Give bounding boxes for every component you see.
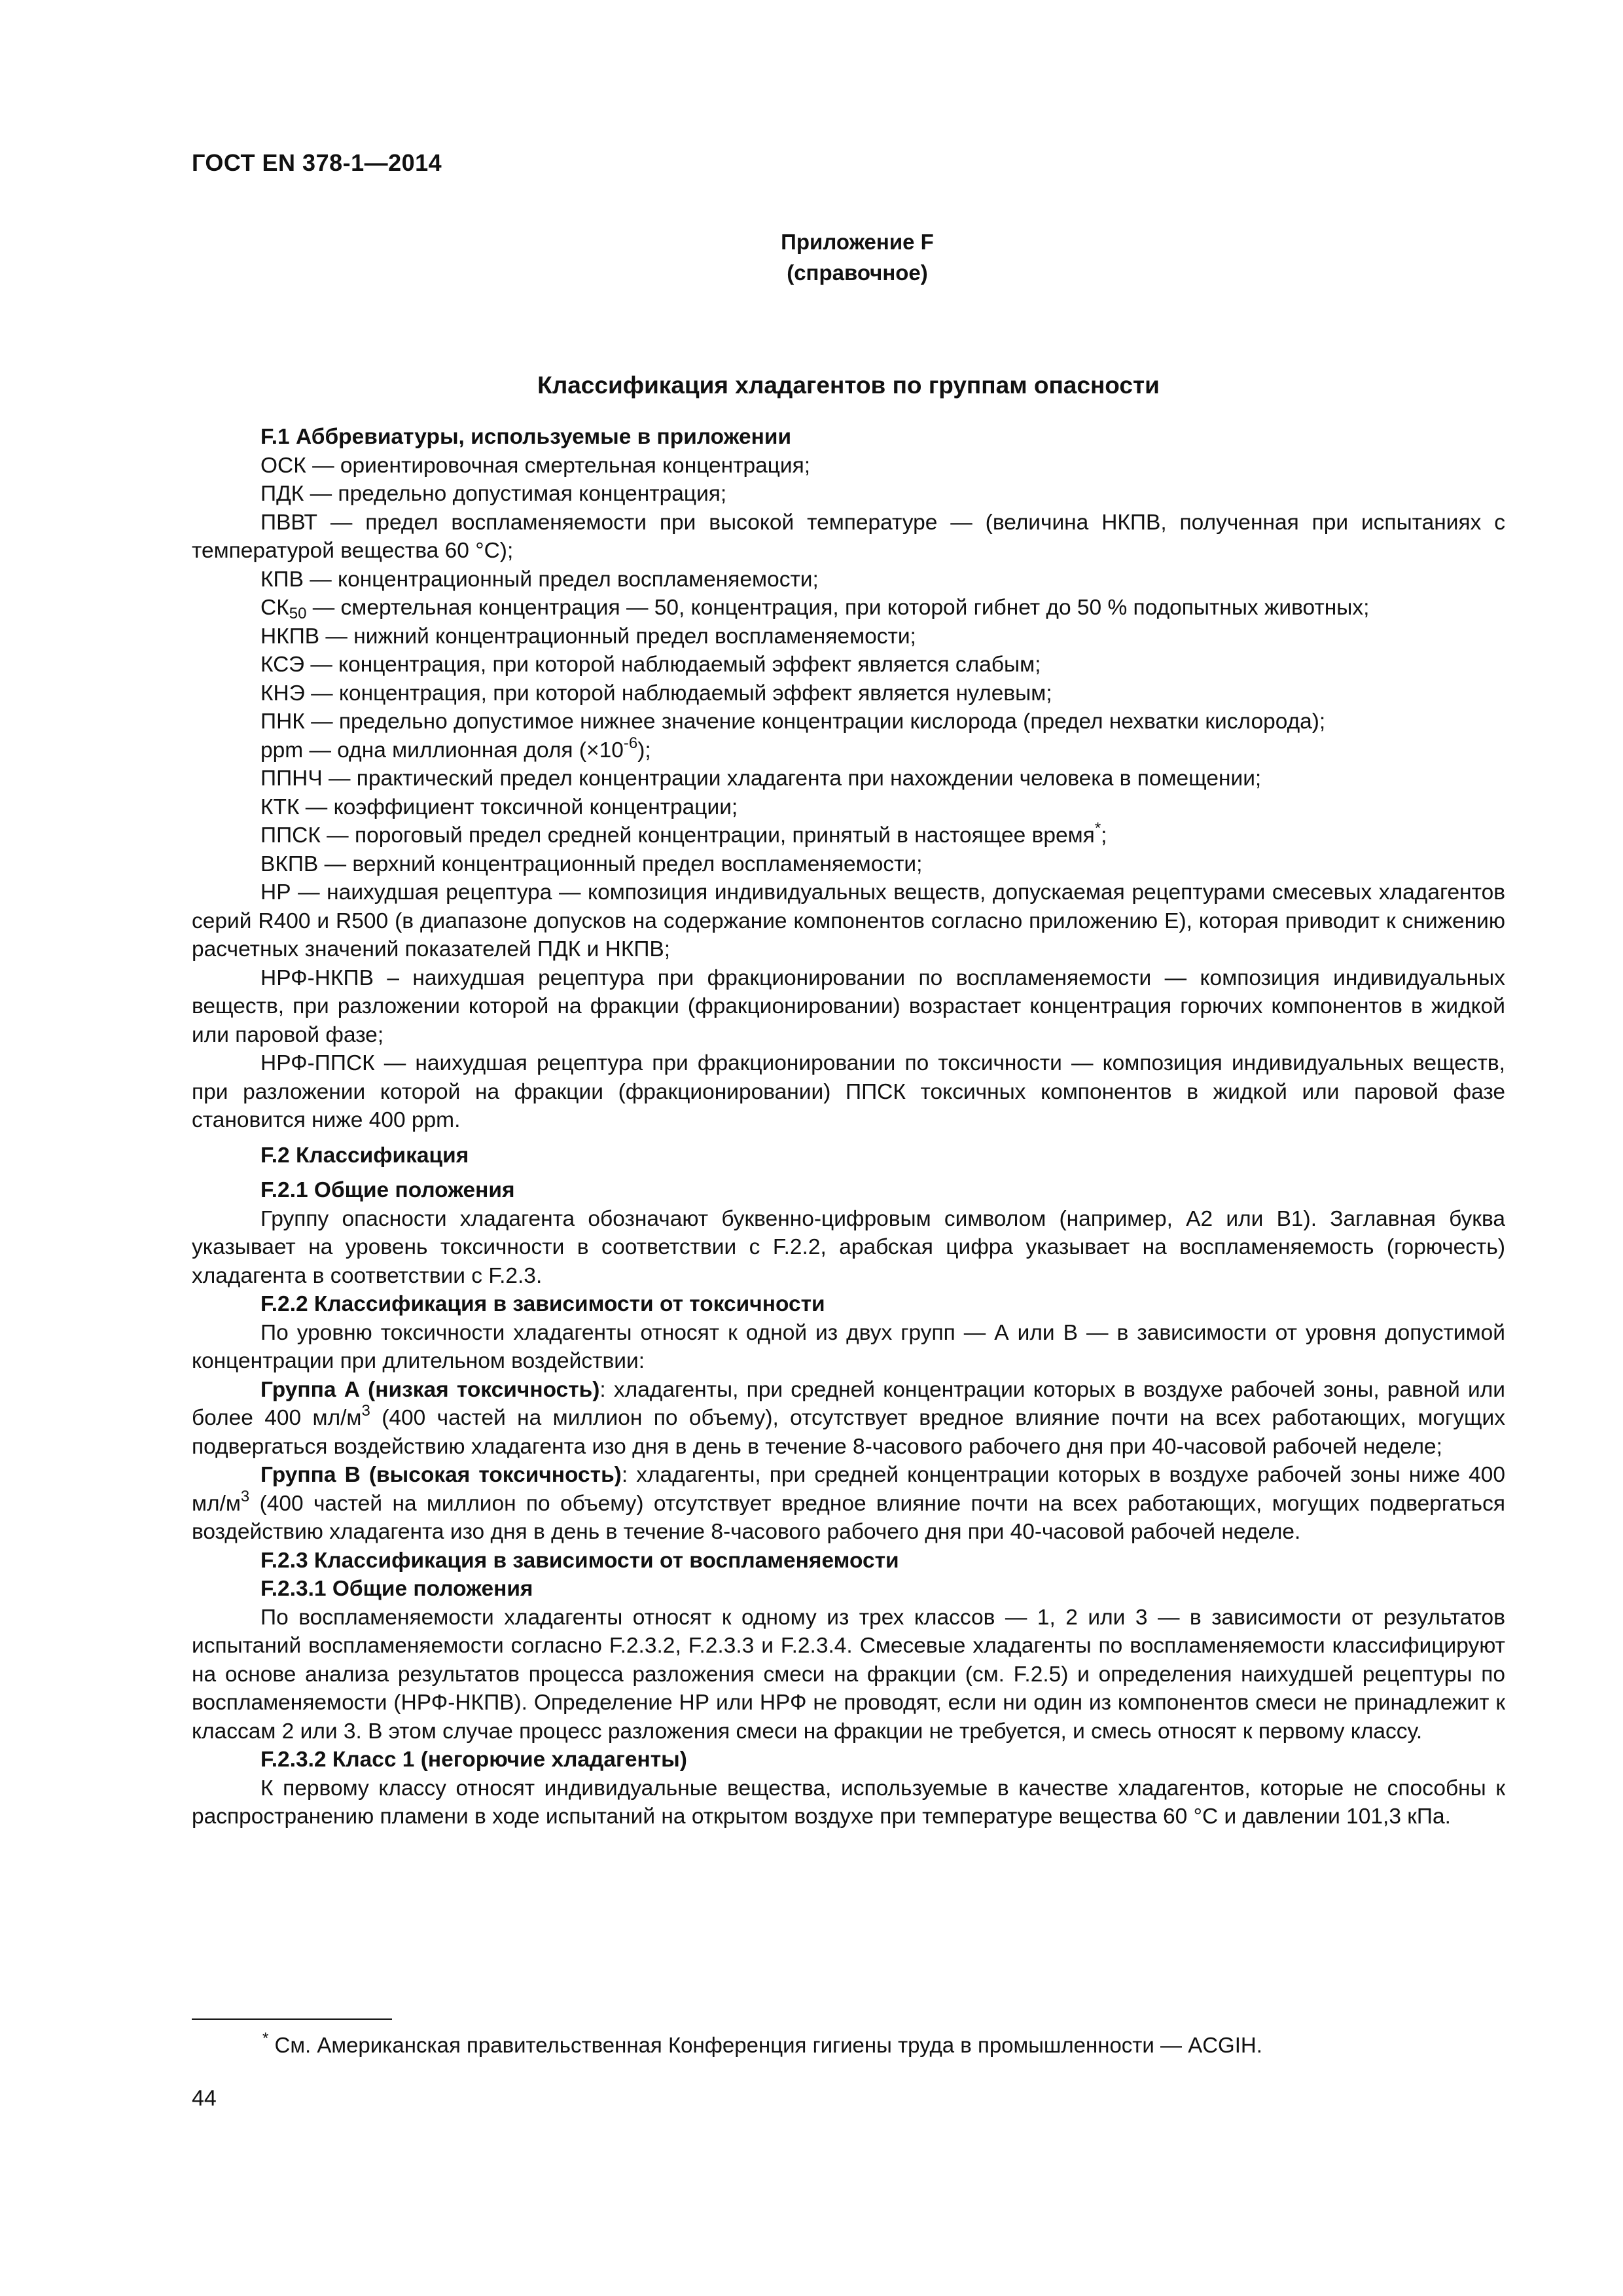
abbr-nrf-ppsk: НРФ-ППСК — наихудшая рецептура при фракционировании по токсичности — композиция индивидуальных веществ, при разложении которой на фракции (фракционировании) ППСК токсичных компонентов в жидкой или паровой фазе становится ниже 400 ppm. bbox=[192, 1051, 1505, 1132]
footnote-marker: * bbox=[262, 2030, 269, 2047]
abbr-pnk: ПНК — предельно допустимое нижнее значение концентрации кислорода (предел нехватки кислорода); bbox=[260, 709, 1326, 734]
abbr-ppsk-end: ; bbox=[1101, 823, 1107, 848]
abbr-ppnch: ППНЧ — практический предел концентрации хладагента при нахождении человека в помещении; bbox=[260, 766, 1262, 791]
group-b-text: : хладагенты, при средней концентрации которых в воздухе рабочей зоны ниже 400 мл/м bbox=[192, 1463, 1505, 1516]
group-a-text: : хладагенты, при средней концентрации которых в воздухе рабочей зоны, равной или более 400 мл/м bbox=[192, 1377, 1505, 1430]
group-b-exponent: 3 bbox=[240, 1487, 250, 1505]
group-b-text-end: (400 частей на миллион по объему) отсутствует вредное влияние почти на всех работающих, могущих подвергаться воздействию хладагента изо дня в день в течение 8-часового рабочего дня при 40-часовой рабочей неделе. bbox=[192, 1491, 1505, 1544]
abbr-osk: ОСК — ориентировочная смертельная концентрация; bbox=[260, 453, 811, 478]
abbr-sk50-text: — смертельная концентрация — 50, концентрация, при которой гибнет до 50 % подопытных животных; bbox=[306, 596, 1370, 620]
abbr-sk50 bbox=[192, 594, 1505, 622]
footnote-reference: * bbox=[1094, 819, 1101, 837]
abbr-kpv: КПВ — концентрационный предел воспламеняемости; bbox=[260, 567, 819, 592]
abbr-pvvt: ПВВТ — предел воспламеняемости при высокой температуре — (величина НКПВ, полученная при испытаниях с температурой вещества 60 °С); bbox=[192, 510, 1505, 563]
abbr-ktk: КТК — коэффициент токсичной концентрации; bbox=[260, 795, 738, 819]
abbr-kne: КНЭ — концентрация, при которой наблюдаемый эффект является нулевым; bbox=[260, 681, 1052, 706]
abbr-ppm bbox=[192, 736, 1505, 765]
abbr-kse: КСЭ — концентрация, при которой наблюдаемый эффект является слабым; bbox=[260, 653, 1041, 677]
heading-f232: F.2.3.2 Класс 1 (негорючие хладагенты) bbox=[260, 1748, 687, 1772]
abbr-ppsk-text: ППСК — пороговый предел средней концентрации, принятый в настоящее время bbox=[260, 823, 1095, 848]
footnote bbox=[262, 2030, 1262, 2058]
group-a-label: Группа А (низкая токсичность) bbox=[260, 1377, 600, 1402]
abbr-pdk: ПДК — предельно допустимая концентрация; bbox=[260, 482, 727, 506]
paragraph-f232: К первому классу относят индивидуальные вещества, используемые в качестве хладагентов, которые не способны к распространению пламени в ходе испытаний на открытом воздухе при температуре вещества 60 °С и давлении 101,3 кПа. bbox=[192, 1776, 1505, 1829]
paragraph-f21: Группу опасности хладагента обозначают буквенно-цифровым символом (например, А2 или В1). Заглавная буква указывает на уровень токсичности в соответствии с F.2.2, арабская цифра указывает на воспламеняемость (горючесть) хладагента в соответствии с F.2.3. bbox=[192, 1206, 1505, 1288]
paragraph-group-a bbox=[192, 1376, 1505, 1462]
footnote-text: См. Американская правительственная Конференция гигиены труда в промышленности — ACGIH. bbox=[268, 2033, 1262, 2057]
heading-f1: F.1 Аббревиатуры, используемые в приложении bbox=[260, 425, 792, 449]
abbr-ppm-exponent: -6 bbox=[623, 734, 638, 752]
abbr-ppsk bbox=[192, 821, 1505, 850]
paragraph-f231: По воспламеняемости хладагенты относят к одному из трех классов — 1, 2 или 3 — в зависимости от результатов испытаний воспламеняемости согласно F.2.3.2, F.2.3.3 и F.2.3.4. Смесевые хладагенты по воспламеняемости классифицируют на основе анализа результатов процесса разложения смеси на фракции (см. F.2.5) и определения наихудшей рецептуры по воспламеняемости (НРФ-НКПВ). Определение НР или НРФ не проводят, если ни один из компонентов смеси не принадлежит к классам 2 или 3. В этом случае процесс разложения смеси на фракции не требуется, и смесь относят к первому классу. bbox=[192, 1605, 1505, 1744]
abbr-vkpv: ВКПВ — верхний концентрационный предел воспламеняемости; bbox=[260, 852, 923, 876]
abbr-ppm-text: ppm — одна миллионная доля (×10 bbox=[260, 738, 624, 762]
heading-f22: F.2.2 Классификация в зависимости от токсичности bbox=[260, 1292, 825, 1316]
footnote-divider bbox=[192, 2018, 392, 2020]
group-a-exponent: 3 bbox=[361, 1402, 370, 1420]
group-b-label: Группа В (высокая токсичность) bbox=[260, 1463, 622, 1487]
document-code: ГОСТ EN 378-1—2014 bbox=[192, 149, 442, 176]
abbr-sk50-subscript: 50 bbox=[289, 605, 307, 622]
heading-f23: F.2.3 Классификация в зависимости от воспламеняемости bbox=[260, 1548, 899, 1573]
document-body bbox=[192, 423, 1505, 1831]
abbr-nrf-nkpv: НРФ-НКПВ – наихудшая рецептура при фракционировании по воспламеняемости — композиция индивидуальных веществ, при разложении которой на фракции (фракционировании) возрастает концентрация горючих компонентов в жидкой или паровой фазе; bbox=[192, 965, 1505, 1047]
section-title: Классификация хладагентов по группам опасности bbox=[537, 372, 1160, 399]
annex-title: Приложение F bbox=[781, 230, 934, 254]
group-a-text-end: (400 частей на миллион по объему), отсутствует вредное влияние почти на всех работающих, могущих подвергаться воздействию хладагента изо дня в день в течение 8-часового рабочего дня при 40-часовой рабочей неделе; bbox=[192, 1406, 1505, 1459]
page-number: 44 bbox=[192, 2086, 217, 2111]
heading-f2: F.2 Классификация bbox=[260, 1143, 469, 1168]
paragraph-f22: По уровню токсичности хладагенты относят к одной из двух групп — А или В — в зависимости от уровня допустимой концентрации при длительном воздействии: bbox=[192, 1320, 1505, 1373]
abbr-nr: НР — наихудшая рецептура — композиция индивидуальных веществ, допускаемая рецептурами смесевых хладагентов серий R400 и R500 (в диапазоне допусков на содержание компонентов согласно приложению Е), которая приводит к снижению расчетных значений показателей ПДК и НКПВ; bbox=[192, 880, 1505, 961]
heading-f21: F.2.1 Общие положения bbox=[260, 1178, 515, 1202]
annex-type: (справочное) bbox=[787, 260, 928, 285]
abbr-nkpv: НКПВ — нижний концентрационный предел воспламеняемости; bbox=[260, 624, 916, 649]
abbr-sk50-term: СК bbox=[260, 596, 289, 620]
annex-heading bbox=[0, 226, 1623, 288]
heading-f231: F.2.3.1 Общие положения bbox=[260, 1577, 533, 1601]
paragraph-group-b bbox=[192, 1461, 1505, 1547]
abbr-ppm-end: ); bbox=[637, 738, 651, 762]
